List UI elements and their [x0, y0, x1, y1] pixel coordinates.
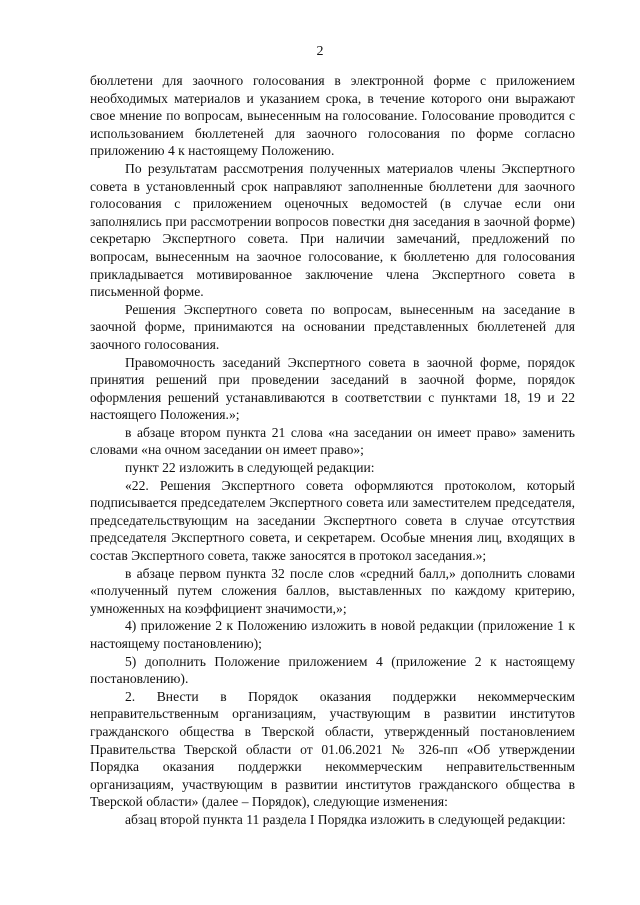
page-number: 2: [316, 44, 324, 59]
paragraph: 2. Внести в Порядок оказания поддержки некоммерческим неправительственным организациям, участвующим в развитии институтов гражданского общества в Тверской области, утвержденный постановлением Правительства Тверской области от 01.06.2021 № 326-пп «Об утверждении Порядка оказания поддержки некоммерческим неправительственным организациям, участвующим в развитии институтов гражданского общества в Тверской области» (далее – Порядок), следующие изменения:: [90, 688, 575, 810]
paragraph: Решения Экспертного совета по вопросам, вынесенным на заседание в заочной форме, принимаются на основании представленных бюллетеней для заочного голосования.: [90, 301, 575, 352]
paragraph: 4) приложение 2 к Положению изложить в новой редакции (приложение 1 к настоящему постановлению);: [90, 618, 575, 651]
document-body: [90, 72, 575, 829]
paragraph: абзац второй пункта 11 раздела I Порядка изложить в следующей редакции:: [125, 811, 566, 827]
paragraph: По результатам рассмотрения полученных материалов члены Экспертного совета в установленный срок направляют заполненные бюллетени для заочного голосования с приложением оценочных ведомостей (в случае если они заполнялись при рассмотрении вопросов повестки дня заседания в заочной форме) секретарю Экспертного совета. При наличии замечаний, предложений по вопросам, вынесенным на заочное голосование, к бюллетеню для голосования прикладывается мотивированное заключение члена Экспертного совета в письменной форме.: [90, 160, 575, 300]
paragraph: бюллетени для заочного голосования в электронной форме с приложением необходимых материалов и указанием срока, в течение которого они выражают свое мнение по вопросам, вынесенным на голосование. Голосование проводится с использованием бюллетеней для заочного голосования по форме согласно приложению 4 к настоящему Положению.: [90, 73, 575, 159]
paragraph: в абзаце первом пункта 32 после слов «средний балл,» дополнить словами «полученный путем сложения баллов, выставленных по каждому критерию, умноженных на коэффициент значимости,»;: [90, 565, 575, 616]
paragraph: «22. Решения Экспертного совета оформляются протоколом, который подписывается председателем Экспертного совета или заместителем председателя, председательствующим на заседании Экспертного совета в случае отсутствия председателя Экспертного совета, и секретарем. Особые мнения лиц, входящих в состав Экспертного совета, также заносятся в протокол заседания.»;: [90, 477, 575, 564]
paragraph: пункт 22 изложить в следующей редакции:: [125, 460, 375, 476]
paragraph: 5) дополнить Положение приложением 4 (приложение 2 к настоящему постановлению).: [90, 653, 575, 687]
paragraph: Правомочность заседаний Экспертного совета в заочной форме, порядок принятия решений при проведении заседаний в заочной форме, порядок оформления решений устанавливаются в соответствии с пунктами 18, 19 и 22 настоящего Положения.»;: [90, 354, 575, 423]
paragraph: в абзаце втором пункта 21 слова «на заседании он имеет право» заменить словами «на очном заседании он имеет право»;: [90, 424, 575, 458]
